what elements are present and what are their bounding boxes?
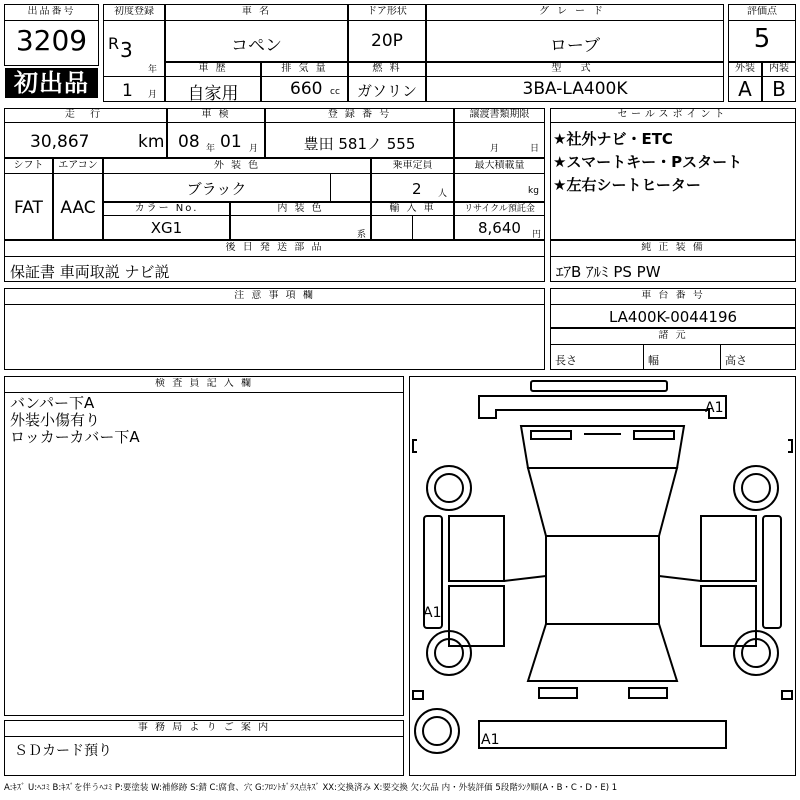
capacity-value: 2 bbox=[412, 180, 422, 198]
displacement-label: 排 気 量 bbox=[281, 63, 328, 74]
month-unit: 月 bbox=[148, 90, 158, 100]
plate-value: 豊田 581ノ 555 bbox=[303, 135, 416, 153]
door-label: ドア形状 bbox=[367, 6, 407, 17]
first-reg-year: 3 bbox=[120, 38, 133, 62]
sales-point-1: ★社外ナビ・ETC bbox=[553, 130, 673, 148]
later-parts-value: 保証書 車両取説 ナビ説 bbox=[10, 263, 170, 281]
fuel-value: ガソリン bbox=[356, 82, 417, 100]
era-prefix: R bbox=[108, 34, 120, 53]
genuine-value: ｴｱB ｱﾙﾐ PS PW bbox=[556, 263, 661, 281]
inspection-year-unit: 年 bbox=[206, 144, 216, 154]
inspection-label: 車 検 bbox=[201, 109, 231, 120]
recycle-unit: 円 bbox=[532, 230, 542, 240]
score-label: 評価点 bbox=[747, 6, 777, 17]
import-label: 輸 入 車 bbox=[389, 203, 436, 214]
aircon-value: AAC bbox=[60, 198, 96, 218]
first-reg-month: 1 bbox=[122, 81, 133, 101]
fuel-label: 燃 料 bbox=[372, 63, 402, 74]
chassis-label: 車 台 番 号 bbox=[641, 290, 705, 301]
capacity-unit: 人 bbox=[438, 189, 448, 199]
chassis-value: LA400K-0044196 bbox=[608, 308, 738, 326]
shift-value: FAT bbox=[14, 198, 43, 218]
inspector-notes: バンパー下A 外装小傷有り ロッカーカバー下A bbox=[10, 395, 140, 446]
year-unit: 年 bbox=[148, 65, 158, 75]
mileage-value: 30,867 bbox=[30, 132, 90, 152]
grade-value: ローブ bbox=[549, 36, 601, 56]
mileage-label: 走 行 bbox=[64, 109, 107, 120]
displacement-value: 660 bbox=[290, 79, 323, 99]
ext-color-label: 外 装 色 bbox=[213, 160, 261, 171]
length-label: 長さ bbox=[555, 354, 577, 367]
recycle-label: リサイクル預託金 bbox=[464, 204, 535, 214]
ext-color-value: ブラック bbox=[186, 180, 247, 198]
interior-grade-label: 内装 bbox=[769, 63, 789, 74]
car-name-value: コペン bbox=[231, 36, 282, 56]
color-no-value: XG1 bbox=[150, 219, 183, 237]
inspection-month: 01 bbox=[220, 132, 242, 152]
shift-label: シフト bbox=[13, 160, 44, 171]
plate-label: 登 録 番 号 bbox=[327, 109, 392, 120]
grade-label: グレード bbox=[539, 6, 611, 17]
car-name-label: 車 名 bbox=[241, 6, 272, 17]
first-reg-label: 初度登録 bbox=[114, 6, 154, 17]
displacement-unit: cc bbox=[330, 87, 340, 97]
sales-point-3: ★左右シートヒーター bbox=[553, 176, 701, 194]
damage-mark-front: A1 bbox=[705, 400, 724, 416]
first-listing-badge: 初出品 bbox=[5, 68, 98, 98]
color-no-label: カラー No. bbox=[134, 203, 199, 214]
later-parts-label: 後 日 発 送 部 品 bbox=[225, 242, 324, 253]
score-value: 5 bbox=[753, 24, 771, 54]
inspection-month-unit: 月 bbox=[249, 144, 259, 154]
max-load-label: 最大積載量 bbox=[474, 160, 525, 171]
transfer-day-unit: 日 bbox=[530, 144, 540, 154]
int-color-label: 内 装 色 bbox=[277, 203, 324, 214]
mileage-unit: km bbox=[138, 132, 165, 152]
history-label: 車 歴 bbox=[198, 63, 228, 74]
sales-points-label: セールスポイント bbox=[617, 109, 729, 120]
inspection-year: 08 bbox=[178, 132, 200, 152]
model-label: 型 式 bbox=[551, 63, 599, 74]
exterior-grade-label: 外装 bbox=[735, 63, 755, 74]
car-diagram bbox=[409, 376, 796, 776]
lot-no-value: 3209 bbox=[15, 24, 88, 57]
genuine-label: 純 正 装 備 bbox=[641, 242, 705, 253]
office-label: 事 務 局 よ り ご 案 内 bbox=[137, 722, 271, 733]
capacity-label: 乗車定員 bbox=[392, 160, 433, 171]
notes-label: 注 意 事 項 欄 bbox=[234, 290, 315, 301]
damage-mark-left-rocker: A1 bbox=[423, 605, 442, 621]
height-label: 高さ bbox=[725, 354, 747, 367]
office-note: ＳＤカード預り bbox=[14, 743, 112, 759]
damage-mark-rear: A1 bbox=[481, 732, 500, 748]
door-value: 20P bbox=[371, 31, 403, 51]
width-label: 幅 bbox=[648, 354, 659, 367]
max-load-unit: kg bbox=[528, 186, 539, 196]
model-value: 3BA-LA400K bbox=[522, 79, 628, 99]
aircon-label: エアコン bbox=[58, 160, 98, 171]
transfer-month-unit: 月 bbox=[490, 144, 500, 154]
inspector-label: 検 査 員 記 入 欄 bbox=[155, 378, 253, 389]
specs-label: 諸 元 bbox=[658, 330, 688, 341]
lot-no-label: 出品番号 bbox=[27, 6, 76, 17]
legend-text: A:ｷｽﾞ U:ﾍｺﾐ B:ｷｽﾞを伴うﾍｺﾐ P:要塗装 W:補修跡 S:錆 C:腐食、穴 G:ﾌﾛﾝﾄｶﾞﾗｽ点ｷｽﾞ XX:交換済み X:要交換 欠:欠品 内・外装評価 5段階ﾗﾝｸ順(A・B・C・D・E) 1 bbox=[4, 783, 618, 793]
history-value: 自家用 bbox=[187, 84, 239, 104]
sales-point-2: ★スマートキー・Pスタート bbox=[553, 153, 743, 171]
transfer-label: 譲渡書類期限 bbox=[469, 109, 530, 120]
int-color-suffix: 系 bbox=[357, 230, 367, 240]
recycle-value: 8,640 bbox=[478, 219, 521, 237]
exterior-grade-value: A bbox=[738, 77, 752, 101]
interior-grade-value: B bbox=[772, 77, 786, 101]
